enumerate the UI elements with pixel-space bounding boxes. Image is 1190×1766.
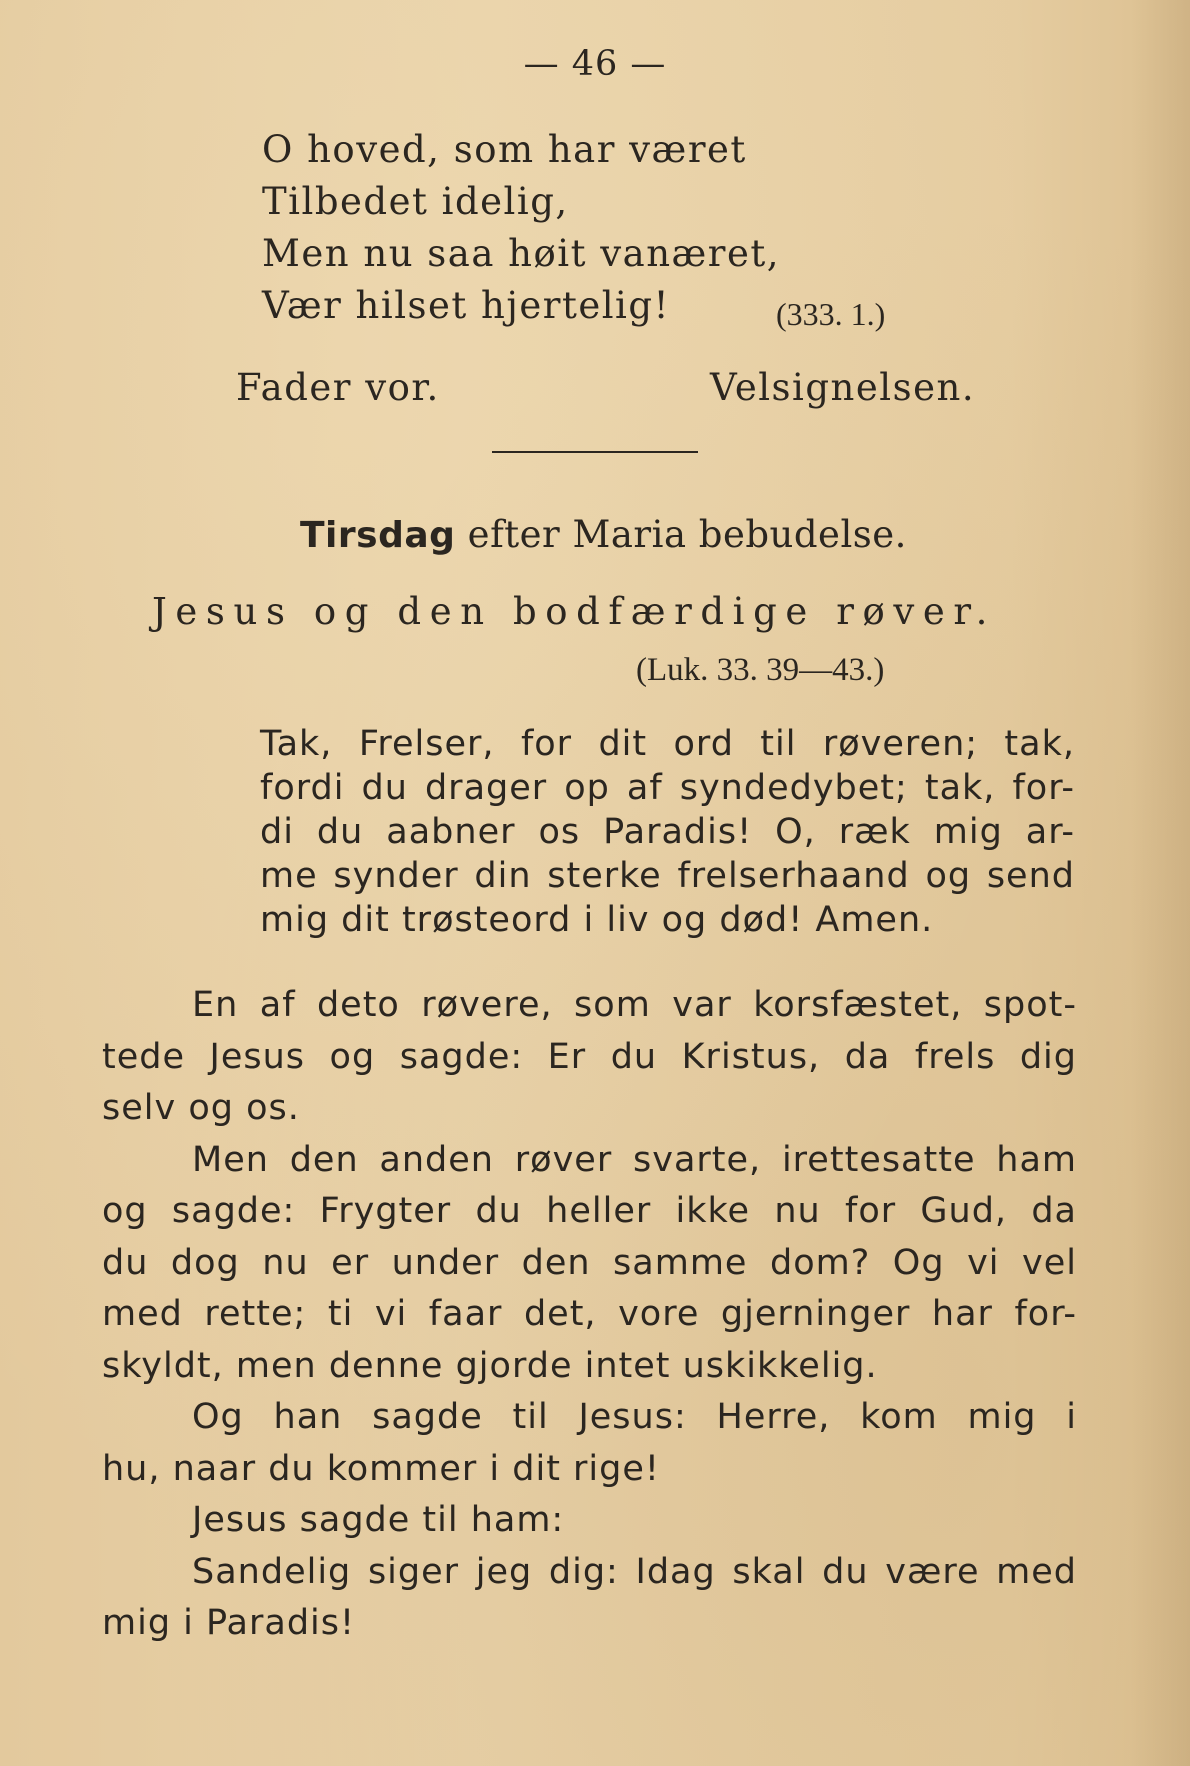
reading-line: En af deto røvere, som var korsfæstet, spot- (192, 985, 1077, 1025)
verse-line: Tilbedet idelig, (262, 180, 569, 223)
reading-line: mig i Paradis! (102, 1603, 356, 1643)
prayer-line: mig dit trøsteord i liv og død! Amen. (260, 900, 934, 940)
prayer-line: fordi du drager op af syndedybet; tak, for- (260, 768, 1075, 808)
verse-line: Vær hilset hjertelig! (262, 284, 670, 327)
scripture-reference: (Luk. 33. 39—43.) (636, 652, 885, 688)
blessing: Velsignelsen. (710, 366, 976, 409)
reading-line: du dog nu er under den samme dom? Og vi vel (102, 1242, 1077, 1283)
verse-line: O hoved, som har været (262, 128, 747, 171)
reading-line: Jesus sagde til ham: (192, 1500, 565, 1540)
reading-line: hu, naar du kommer i dit rige! (102, 1448, 660, 1489)
reading-line: Men den anden røver svarte, irettesatte ham (192, 1139, 1077, 1180)
reading-line: skyldt, men denne gjorde intet uskikkelig. (102, 1345, 878, 1386)
reading-line: med rette; ti vi faar det, vore gjerninger har for- (102, 1294, 1077, 1334)
reading-line: Og han sagde til Jesus: Herre, kom mig i (192, 1397, 1077, 1437)
hymn-reference: (333. 1.) (776, 296, 886, 332)
section-divider (492, 451, 698, 453)
prayer-line: me synder din sterke frelserhaand og send (260, 856, 1075, 896)
reading-line: tede Jesus og sagde: Er du Kristus, da frels dig (102, 1036, 1077, 1077)
scripture-reading (102, 980, 1077, 1650)
prayer-line: Tak, Frelser, for dit ord til røveren; tak, (260, 724, 1075, 764)
day-heading-rest: efter Maria bebudelse. (455, 513, 907, 556)
page-number: — 46 — (523, 44, 667, 84)
verse-line: Men nu saa høit vanæret, (262, 232, 781, 275)
prayer-line: di du aabner os Paradis! O, ræk mig ar- (260, 812, 1075, 852)
day-heading-weekday: Tirsdag (300, 515, 456, 556)
prayer-paragraph (260, 722, 1075, 942)
hymn-verse (262, 124, 780, 332)
reading-line: Sandelig siger jeg dig: Idag skal du være med (192, 1551, 1077, 1592)
day-heading (300, 513, 907, 556)
reading-line: selv og os. (102, 1088, 300, 1128)
section-title: Jesus og den bodfærdige røver. (152, 590, 997, 633)
pater-noster: Fader vor. (236, 366, 440, 409)
reading-line: og sagde: Frygter du heller ikke nu for Gud, da (102, 1191, 1077, 1231)
